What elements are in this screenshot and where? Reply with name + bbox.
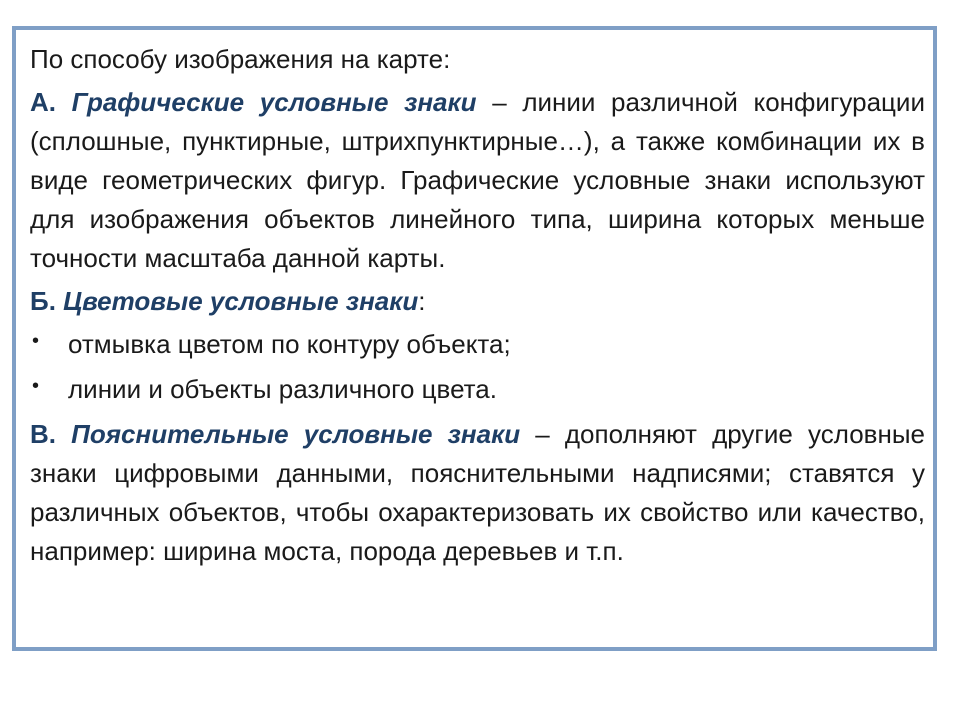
section-b-term: Цветовые условные знаки <box>63 286 419 316</box>
section-a-text: – линии различной конфигурации (сплошные, пунктирные, штрихпунктирные…), а также комбинации их в виде геометрических фигур. Графические условные знаки используют для изображения объектов линейного типа, ширина которых меньше точности масштаба данной карты. <box>30 87 925 273</box>
section-v-letter: В. <box>30 419 56 449</box>
section-a-term: Графические условные знаки <box>71 87 477 117</box>
slide-frame <box>12 26 937 651</box>
list-item-text: отмывка цветом по контуру объекта; <box>68 329 511 359</box>
section-b-suffix: : <box>418 286 426 316</box>
section-v-term: Пояснительные условные знаки <box>71 419 521 449</box>
section-v <box>30 415 925 571</box>
section-b-letter: Б. <box>30 286 56 316</box>
list-item-text: линии и объекты различного цвета. <box>68 374 497 404</box>
section-v-text: – дополняют другие условные знаки цифровыми данными, пояснительными надписями; ставятся у различных объектов, чтобы охарактеризовать их свойство или качество, например: ширина моста, порода деревьев и т.п. <box>30 419 925 566</box>
section-a-letter: А. <box>30 87 56 117</box>
intro-text: По способу изображения на карте: <box>30 44 451 74</box>
slide-content <box>30 40 925 575</box>
section-b <box>30 282 925 321</box>
list-item <box>30 370 925 409</box>
bullet-icon: • <box>32 330 40 352</box>
bullet-icon: • <box>32 375 40 397</box>
section-a <box>30 83 925 278</box>
list-item <box>30 325 925 364</box>
